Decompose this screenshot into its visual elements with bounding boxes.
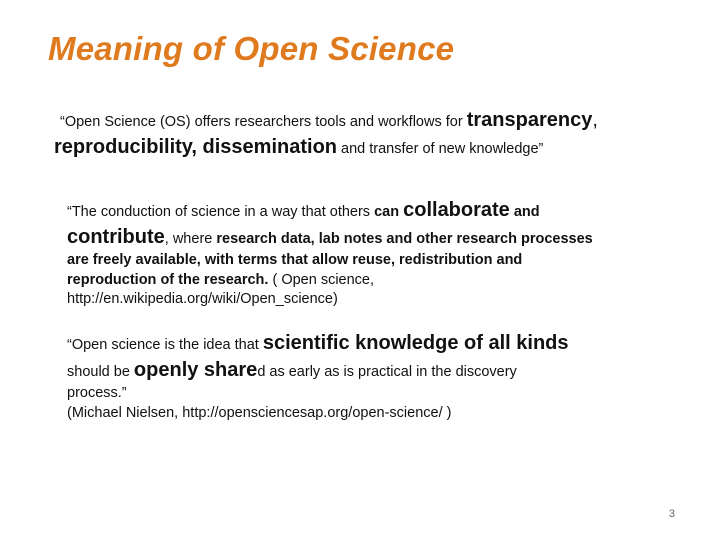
quote-wikipedia bbox=[67, 197, 593, 310]
quote2-collaborate: collaborate bbox=[403, 199, 510, 221]
quote2-text-f: , where bbox=[164, 231, 217, 247]
quote2-source: ( Open science, bbox=[268, 271, 375, 288]
quote2-contribute: contribute bbox=[67, 226, 165, 248]
quote1-text-e: and transfer of new knowledge” bbox=[337, 141, 544, 157]
quote3-openly-shared: openly share bbox=[133, 359, 258, 381]
quote-nielsen bbox=[67, 330, 569, 423]
quote3-text-a: “Open science is the idea that bbox=[67, 337, 263, 353]
quote2-and: and bbox=[509, 204, 540, 220]
quote3-line2 bbox=[67, 357, 569, 384]
quote2-research-data: research data, lab notes and other research processes bbox=[216, 231, 593, 247]
slide-title: Meaning of Open Science bbox=[48, 30, 455, 67]
quote2-line1 bbox=[67, 197, 593, 224]
quote3-scientific-knowledge: scientific knowledge of all kinds bbox=[262, 332, 569, 354]
quote1-text-a: “Open Science (OS) offers researchers tools and workflows for bbox=[60, 114, 467, 130]
quote1-reproducibility: reproducibility, dissemination bbox=[54, 136, 338, 158]
quote2-text-a: “The conduction of science in a way that others bbox=[67, 204, 375, 220]
quote2-can: can bbox=[374, 204, 404, 220]
quote2-url: http://en.wikipedia.org/wiki/Open_science) bbox=[67, 291, 338, 308]
quote2-line2 bbox=[67, 224, 593, 251]
quote3-text-c: should be bbox=[67, 364, 134, 380]
page-number: 3 bbox=[668, 508, 675, 520]
quote2-line3: are freely available, with terms that allow reuse, redistribution and bbox=[67, 252, 523, 268]
quote2-line4 bbox=[67, 271, 593, 291]
quote3-line1 bbox=[67, 330, 569, 357]
quote1-comma: , bbox=[592, 109, 598, 131]
quote2-reproduction: reproduction of the research. bbox=[67, 271, 269, 288]
quote1-transparency: transparency bbox=[466, 109, 593, 131]
quote1-line1 bbox=[60, 107, 598, 134]
quote3-text-e: d as early as is practical in the discovery bbox=[257, 364, 517, 380]
quote-open-science-definition bbox=[54, 107, 598, 161]
quote3-attribution: (Michael Nielsen, http://opensciencesap.org/open-science/ ) bbox=[67, 404, 452, 421]
quote3-line3: process.” bbox=[67, 385, 127, 401]
quote1-line2 bbox=[54, 134, 598, 161]
